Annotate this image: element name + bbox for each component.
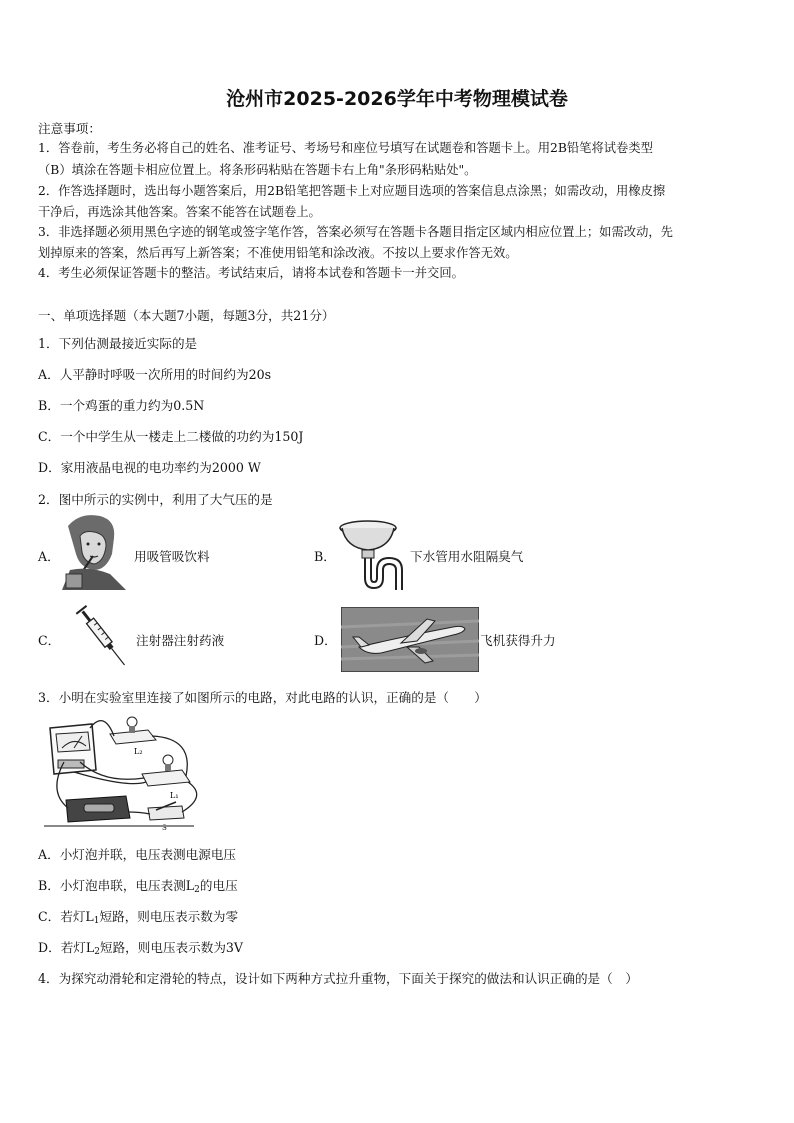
question-2-option-d-letter: D． [314, 633, 337, 648]
question-1-option-c: C．一个中学生从一楼走上二楼做的功约为150J [38, 429, 304, 444]
question-2-option-a-caption: 用吸管吸饮料 [134, 549, 210, 564]
notice-line: （B）填涂在答题卡相应位置上。将条形码粘贴在答题卡右上角"条形码粘贴处"。 [38, 163, 477, 177]
sink-drain-trap-image [336, 518, 408, 592]
question-1-stem: 1．下列估测最接近实际的是 [38, 336, 198, 351]
question-2-option-c-caption: 注射器注射药液 [136, 633, 225, 648]
circuit-photo [44, 712, 214, 834]
question-2-option-a-letter: A． [38, 549, 60, 564]
l1-label: L₁ [170, 791, 179, 800]
section-heading: 一、单项选择题（本大题7小题，每题3分，共21分） [38, 308, 335, 323]
notice-line: 2．作答选择题时，选出每小题答案后，用2B铅笔把答题卡上对应题目选项的答案信息点涂黑；如需改动，用橡皮擦 [38, 184, 666, 198]
l2-label: L₂ [134, 747, 143, 756]
question-2-option-b-caption: 下水管用水阻隔臭气 [410, 549, 524, 564]
question-3-option-d: D．若灯$L_2$短路，则电压表示数为3V [38, 940, 244, 957]
question-2-option-c-letter: C． [38, 633, 61, 648]
question-2-stem: 2．图中所示的实例中，利用了大气压的是 [38, 492, 273, 507]
question-2-option-d-caption: 飞机获得升力 [480, 633, 556, 648]
notice-line: 划掉原来的答案，然后再写上新答案；不准使用铅笔和涂改液。不按以上要求作答无效。 [38, 246, 518, 260]
airplane-image [341, 607, 479, 672]
question-3-stem: 3．小明在实验室里连接了如图所示的电路，对此电路的认识，正确的是（ ） [38, 690, 487, 705]
syringe-image [62, 600, 136, 676]
notice-line: 干净后，再选涂其他答案。答案不能答在试题卷上。 [38, 205, 321, 219]
question-4-stem: 4．为探究动滑轮和定滑轮的特点，设计如下两种方式拉升重物，下面关于探究的做法和认识正确的是（ ） [38, 971, 638, 986]
notice-heading: 注意事项： [38, 121, 101, 136]
question-3-option-c: C．若灯$L_1$短路，则电压表示数为零 [38, 909, 239, 926]
question-1-option-b: B．一个鸡蛋的重力约为0.5N [38, 398, 205, 413]
notice-line: 1．答卷前，考生务必将自己的姓名、准考证号、考场号和座位号填写在试题卷和答题卡上。用2B铅笔将试卷类型 [38, 141, 653, 155]
page-title: 沧州市2025-2026学年中考物理模试卷 [226, 88, 568, 110]
question-1-option-a: A．人平静时呼吸一次所用的时间约为20s [38, 367, 272, 382]
straw-drinking-image [60, 512, 132, 590]
notice-line: 4．考生必须保证答题卡的整洁。考试结束后，请将本试卷和答题卡一并交回。 [38, 266, 464, 280]
question-1-option-d: D．家用液晶电视的电功率约为2000 W [38, 460, 261, 475]
question-3-option-a: A．小灯泡并联，电压表测电源电压 [38, 847, 237, 862]
switch-label: S [162, 824, 167, 832]
question-3-option-b: B．小灯泡串联，电压表测$L_2$的电压 [38, 878, 238, 895]
notice-line: 3．非选择题必须用黑色字迹的钢笔或签字笔作答，答案必须写在答题卡各题目指定区域内相应位置上；如需改动，先 [38, 225, 673, 239]
question-2-option-b-letter: B． [314, 549, 336, 564]
